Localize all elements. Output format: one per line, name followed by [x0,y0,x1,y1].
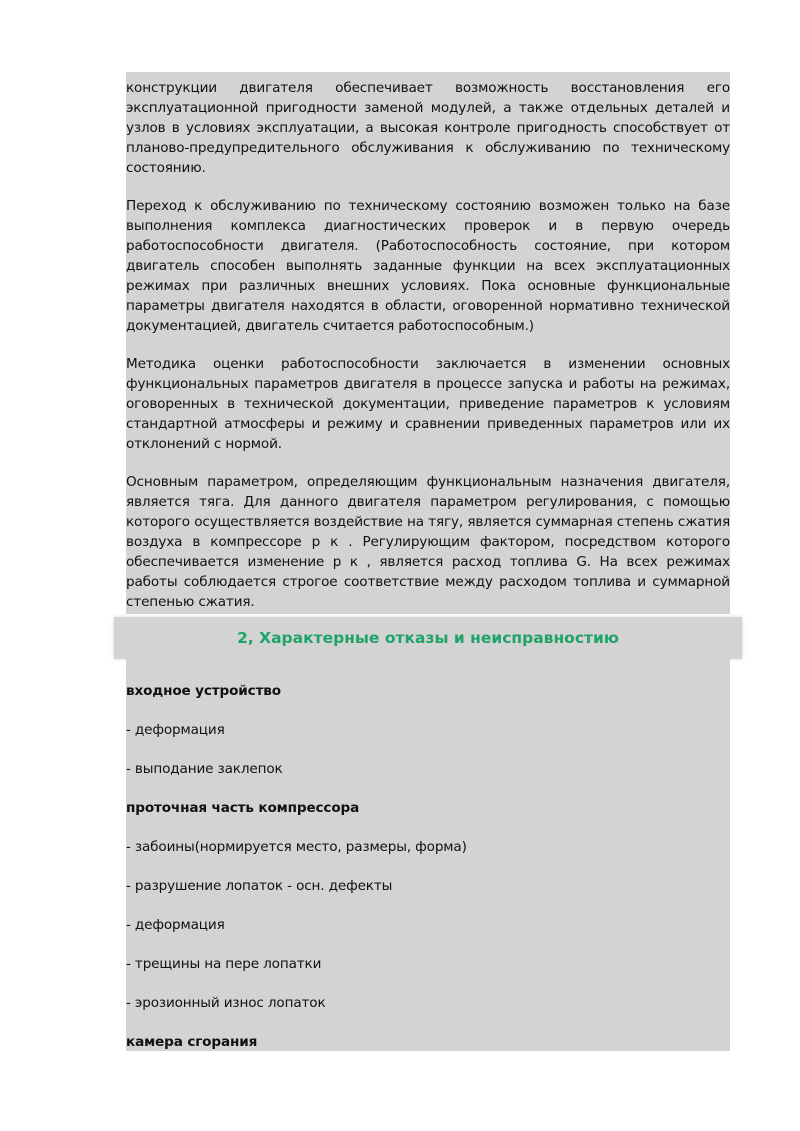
list-item-intake: входное устройство [126,683,281,699]
list-item: - деформация [126,722,225,738]
list-item: - забоины(нормируется место, размеры, форма) [126,839,467,855]
text-block [126,72,730,614]
paragraph-1: конструкции двигателя обеспечивает возможность восстановления его эксплуатационной пригодности заменой модулей, а также отдельных деталей и узлов в условиях эксплуатации, а высокая контроле пригодность способствует от планово-предупредительного обслуживания к обслуживанию по техническому состоянию. [126,80,730,176]
paragraph-4: Основным параметром, определяющим функциональным назначения двигателя, является тяга. Для данного двигателя параметром регулирования, с помощью которого осуществляется воздействие на тягу, является суммарная степень сжатия воздуха в компрессоре р к . Регулирующим фактором, посредством которого обеспечивается изменение р к , является расход топлива G. На всех режимах работы соблюдается строгое соответствие между расходом топлива и суммарной степенью сжатия. [126,474,730,610]
paragraph-2: Переход к обслуживанию по техническому состоянию возможен только на базе выполнения комплекса диагностических проверок и в первую очередь работоспособности двигателя. (Работоспособность состояние, при котором двигатель способен выполнять заданные функции на всех эксплуатационных режимах при различных внешних условиях. Пока основные функциональные параметры двигателя находятся в области, оговоренной нормативно технической документацией, двигатель считается работоспособным.) [126,198,730,334]
list-item: - разрушение лопаток - осн. дефекты [126,878,393,894]
section-heading: 2, Характерные отказы и неисправностию [237,629,619,647]
list-item: - выподание заклепок [126,761,283,777]
list-item-compressor: проточная часть компрессора [126,800,360,816]
section-banner [114,617,742,659]
list-item: - эрозионный износ лопаток [126,995,326,1011]
list-item: - трещины на пере лопатки [126,956,322,972]
defects-list [126,659,730,1051]
list-item-combustor: камера сгорания [126,1034,258,1050]
paragraph-3: Методика оценки работоспособности заключается в изменении основных функциональных параметров двигателя в процессе запуска и работы на режимах, оговоренных в технической документации, приведение параметров к условиям стандартной атмосферы и режиму и сравнении приведенных параметров или их отклонений с нормой. [126,356,730,452]
list-item: - деформация [126,917,225,933]
